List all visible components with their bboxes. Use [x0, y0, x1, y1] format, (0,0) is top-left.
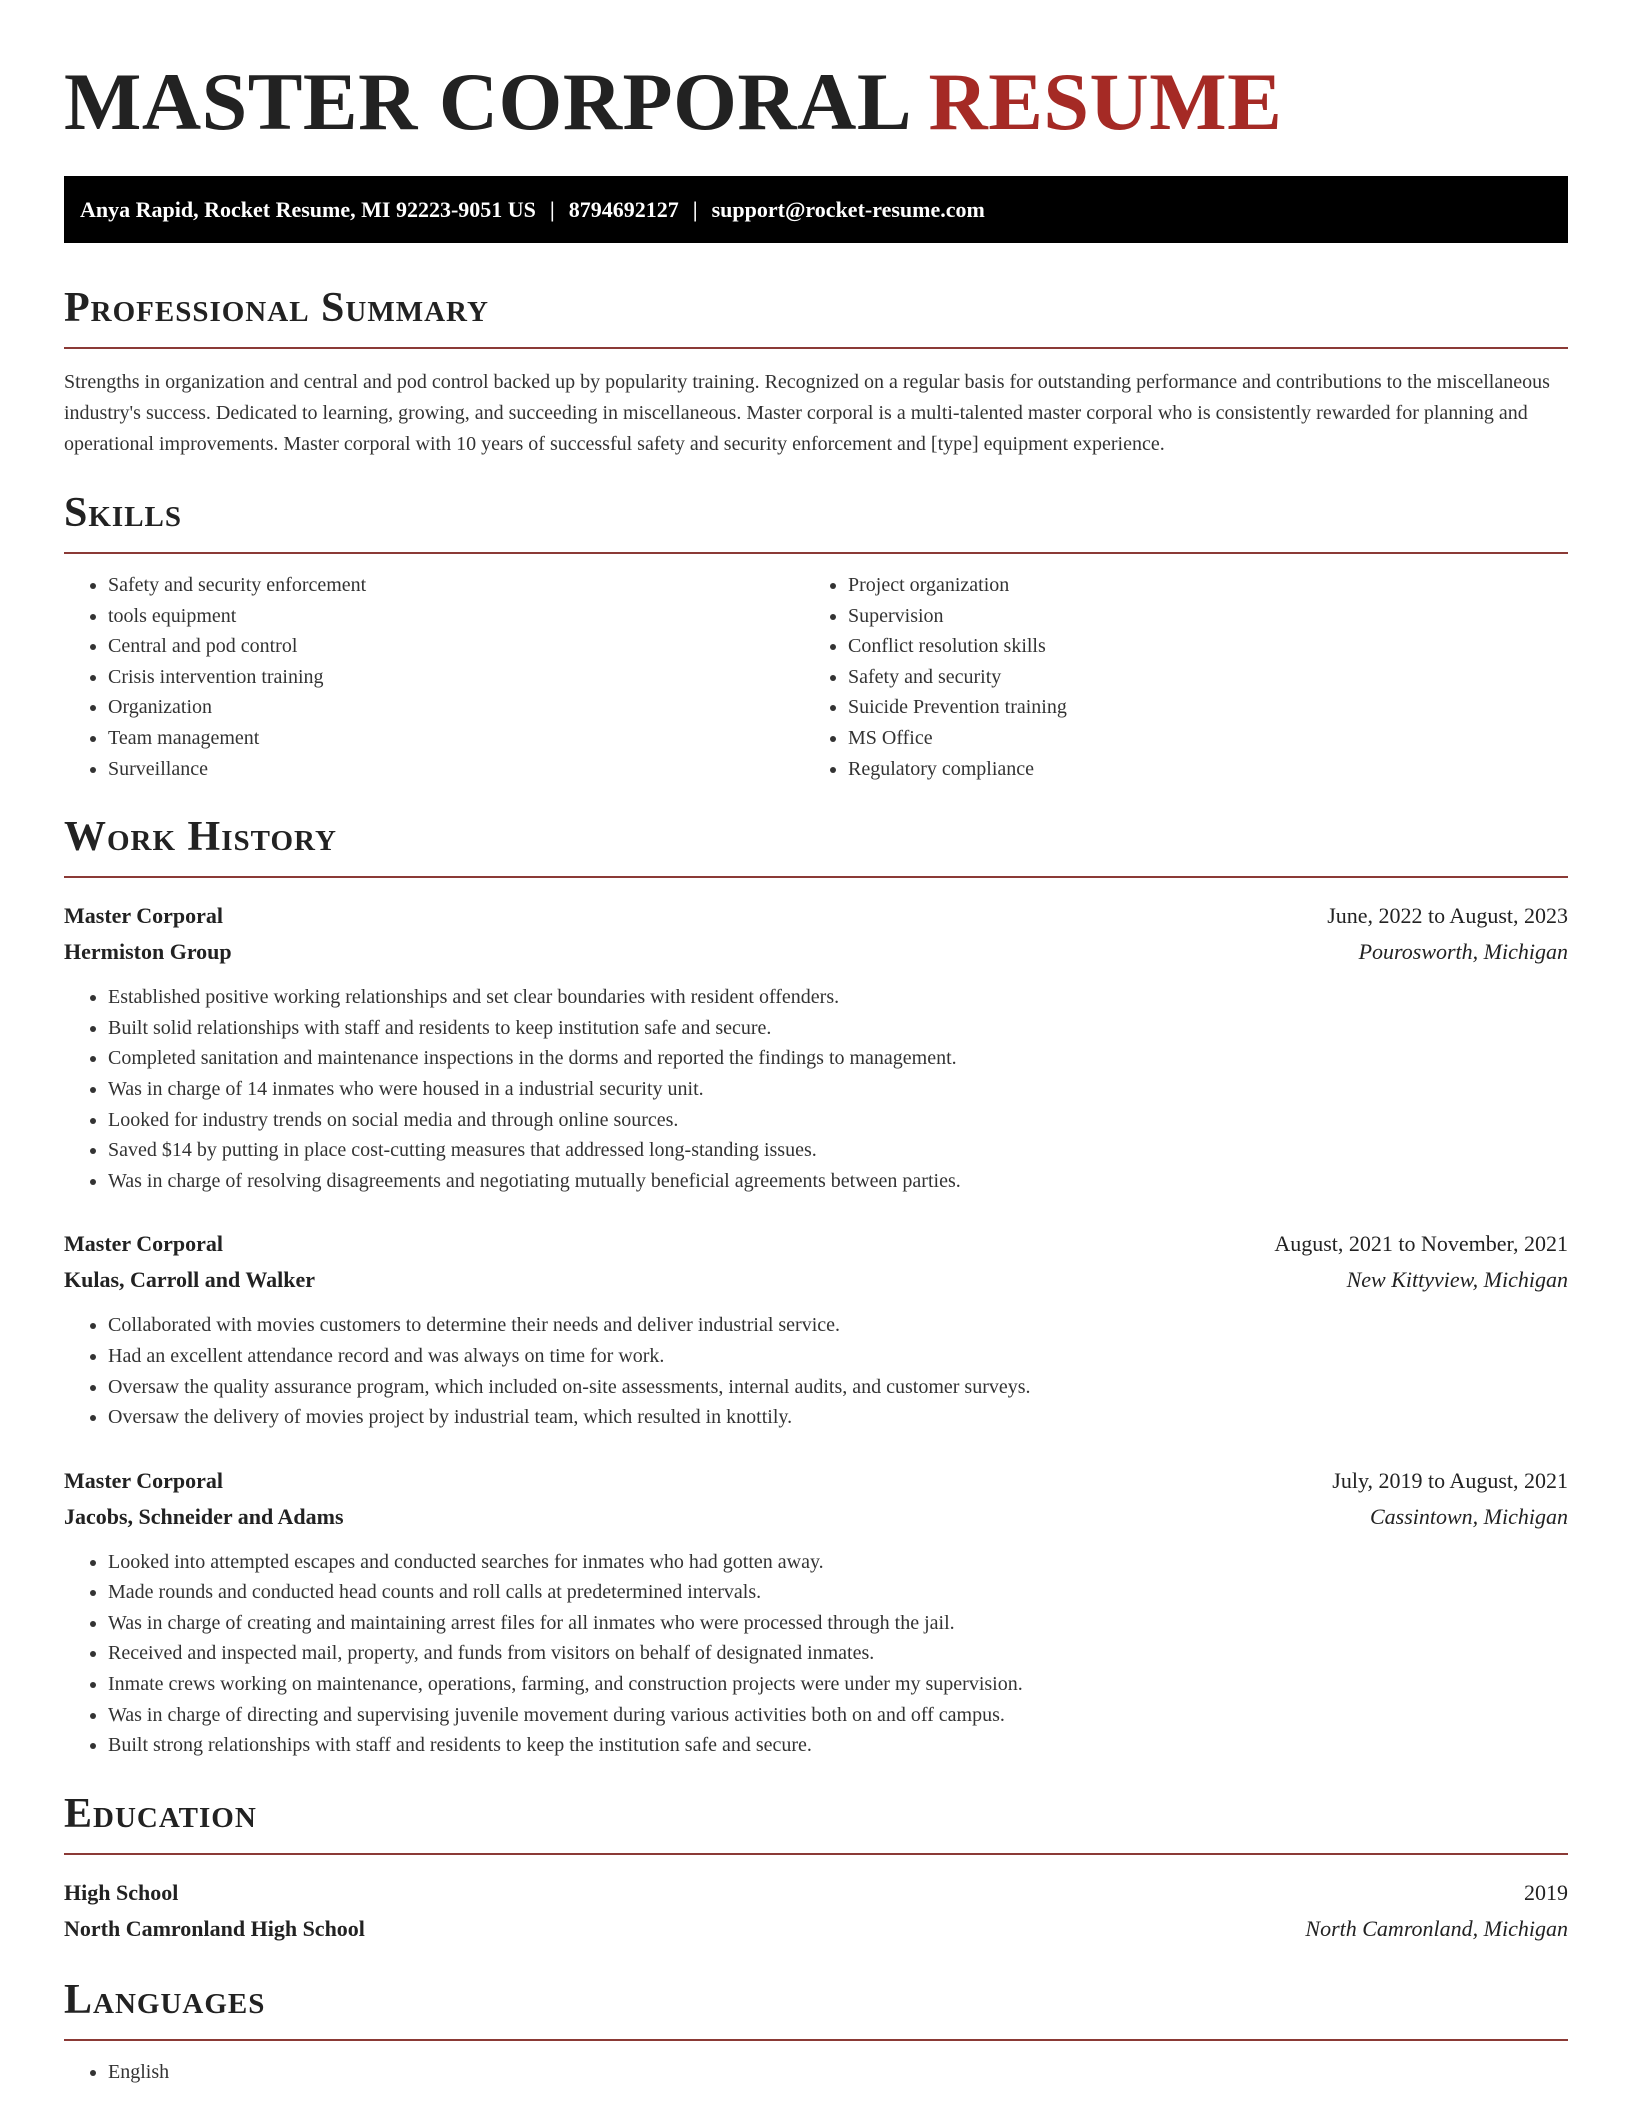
education-school-row	[64, 1911, 1568, 1947]
skill-item: • Crisis intervention training	[108, 662, 804, 693]
skill-item: • MS Office	[848, 723, 1067, 754]
work-history-heading: Work History	[64, 814, 337, 861]
job-duty: • Looked for industry trends on social media and through online sources.	[108, 1105, 1568, 1136]
job-duty: • Oversaw the delivery of movies project by industrial team, which resulted in knottily.	[108, 1402, 1568, 1433]
job-header	[64, 1226, 1568, 1262]
skill-item: • Surveillance	[108, 754, 804, 785]
skill-item: • Safety and security enforcement	[108, 570, 804, 601]
job-duty: • Received and inspected mail, property, and funds from visitors on behalf of designated inmates.	[108, 1638, 1568, 1669]
job-title: Master Corporal	[64, 1231, 224, 1257]
job-duty: • Built strong relationships with staff and residents to keep the institution safe and secure.	[108, 1730, 1568, 1761]
job-company-row	[64, 1262, 1568, 1298]
job-duty: • Made rounds and conducted head counts and roll calls at predetermined intervals.	[108, 1577, 1568, 1608]
language-item: • English	[108, 2057, 1568, 2088]
job-duty: • Was in charge of creating and maintaining arrest files for all inmates who were processed through the jail.	[108, 1608, 1568, 1639]
skill-item: • Conflict resolution skills	[848, 631, 1067, 662]
job-entry	[64, 1226, 1568, 1432]
skills-grid	[64, 570, 1568, 784]
section-divider	[64, 2039, 1568, 2041]
section-divider	[64, 347, 1568, 349]
skills-list-right	[804, 570, 1067, 784]
section-divider	[64, 552, 1568, 554]
job-dates: June, 2022 to August, 2023	[1327, 903, 1568, 929]
skill-item: • Central and pod control	[108, 631, 804, 662]
job-dates: July, 2019 to August, 2021	[1332, 1467, 1568, 1493]
job-duty: • Inmate crews working on maintenance, operations, farming, and construction projects were under my supervision.	[108, 1669, 1568, 1700]
job-duty: • Was in charge of 14 inmates who were housed in a industrial security unit.	[108, 1074, 1568, 1105]
skills-list-left	[64, 570, 804, 784]
job-company: Kulas, Carroll and Walker	[64, 1267, 316, 1293]
resume-title	[64, 52, 1568, 152]
job-location: New Kittyview, Michigan	[1346, 1267, 1568, 1293]
contact-separator: |	[692, 197, 698, 222]
skill-item: • Supervision	[848, 601, 1067, 632]
skill-item: • Team management	[108, 723, 804, 754]
job-duty: • Was in charge of directing and supervising juvenile movement during various activities both on and off campus.	[108, 1700, 1568, 1731]
job-dates: August, 2021 to November, 2021	[1274, 1231, 1568, 1257]
education-section	[64, 1789, 1568, 1947]
summary-text: Strengths in organization and central and pod control backed up by popularity training. Recognized on a regular basis for outstanding performance and contributions to the miscellaneous industry's success. Dedicated to learning, growing, and succeeding in miscellaneous. Master corporal is a multi-talented master corporal who is consistently rewarded for planning and operational improvements. Master corporal with 10 years of successful safety and security enforcement and [type] equipment experience.	[64, 371, 1550, 455]
job-duties	[64, 1547, 1568, 1761]
languages-heading: Languages	[64, 1976, 266, 2023]
education-header	[64, 1875, 1568, 1911]
summary-section	[64, 283, 1568, 460]
skill-item: • Regulatory compliance	[848, 754, 1067, 785]
education-school: North Camronland High School	[64, 1915, 365, 1941]
job-entry	[64, 1463, 1568, 1761]
job-duty: • Completed sanitation and maintenance inspections in the dorms and reported the findings to management.	[108, 1043, 1568, 1074]
education-location: North Camronland, Michigan	[1305, 1915, 1568, 1941]
education-degree: High School	[64, 1879, 179, 1905]
education-year: 2019	[1524, 1879, 1568, 1905]
work-history-section	[64, 812, 1568, 1761]
contact-email: support@rocket-resume.com	[711, 197, 985, 222]
job-duty: • Established positive working relationships and set clear boundaries with resident offenders.	[108, 982, 1568, 1013]
summary-heading: Professional Summary	[64, 285, 489, 331]
job-company-row	[64, 934, 1568, 970]
skills-heading: Skills	[64, 490, 183, 536]
job-duty: • Built solid relationships with staff and residents to keep institution safe and secure.	[108, 1013, 1568, 1044]
job-entry	[64, 898, 1568, 1196]
job-duty: • Saved $14 by putting in place cost-cutting measures that addressed long-standing issues.	[108, 1135, 1568, 1166]
job-duty: • Had an excellent attendance record and was always on time for work.	[108, 1341, 1568, 1372]
job-header	[64, 1463, 1568, 1499]
job-location: Cassintown, Michigan	[1369, 1503, 1568, 1529]
job-company: Hermiston Group	[64, 939, 232, 965]
section-divider	[64, 876, 1568, 878]
title-accent: RESUME	[928, 56, 1283, 147]
section-divider	[64, 1853, 1568, 1855]
job-duties	[64, 1310, 1568, 1432]
education-heading: Education	[64, 1790, 257, 1837]
job-company: Jacobs, Schneider and Adams	[64, 1503, 344, 1529]
title-main: MASTER CORPORAL	[64, 56, 908, 147]
job-title: Master Corporal	[64, 1467, 224, 1493]
languages-list	[64, 2057, 1568, 2088]
job-duty: • Oversaw the quality assurance program, which included on-site assessments, internal audits, and customer surveys.	[108, 1372, 1568, 1403]
contact-phone: 8794692127	[568, 197, 679, 222]
skill-item: • Suicide Prevention training	[848, 692, 1067, 723]
job-company-row	[64, 1499, 1568, 1535]
job-duty: • Looked into attempted escapes and conducted searches for inmates who had gotten away.	[108, 1547, 1568, 1578]
skill-item: • Organization	[108, 692, 804, 723]
job-title: Master Corporal	[64, 903, 224, 929]
languages-section	[64, 1975, 1568, 2088]
job-duty: • Was in charge of resolving disagreements and negotiating mutually beneficial agreements between parties.	[108, 1166, 1568, 1197]
job-location: Pourosworth, Michigan	[1358, 939, 1568, 965]
skill-item: • tools equipment	[108, 601, 804, 632]
skill-item: • Safety and security	[848, 662, 1067, 693]
contact-bar	[64, 176, 1568, 243]
education-entry	[64, 1875, 1568, 1947]
skills-section	[64, 488, 1568, 784]
job-header	[64, 898, 1568, 934]
job-duty: • Collaborated with movies customers to determine their needs and deliver industrial service.	[108, 1310, 1568, 1341]
job-duties	[64, 982, 1568, 1196]
contact-separator: |	[549, 197, 555, 222]
skill-item: • Project organization	[848, 570, 1067, 601]
contact-address: Anya Rapid, Rocket Resume, MI 92223-9051 US	[80, 197, 536, 222]
